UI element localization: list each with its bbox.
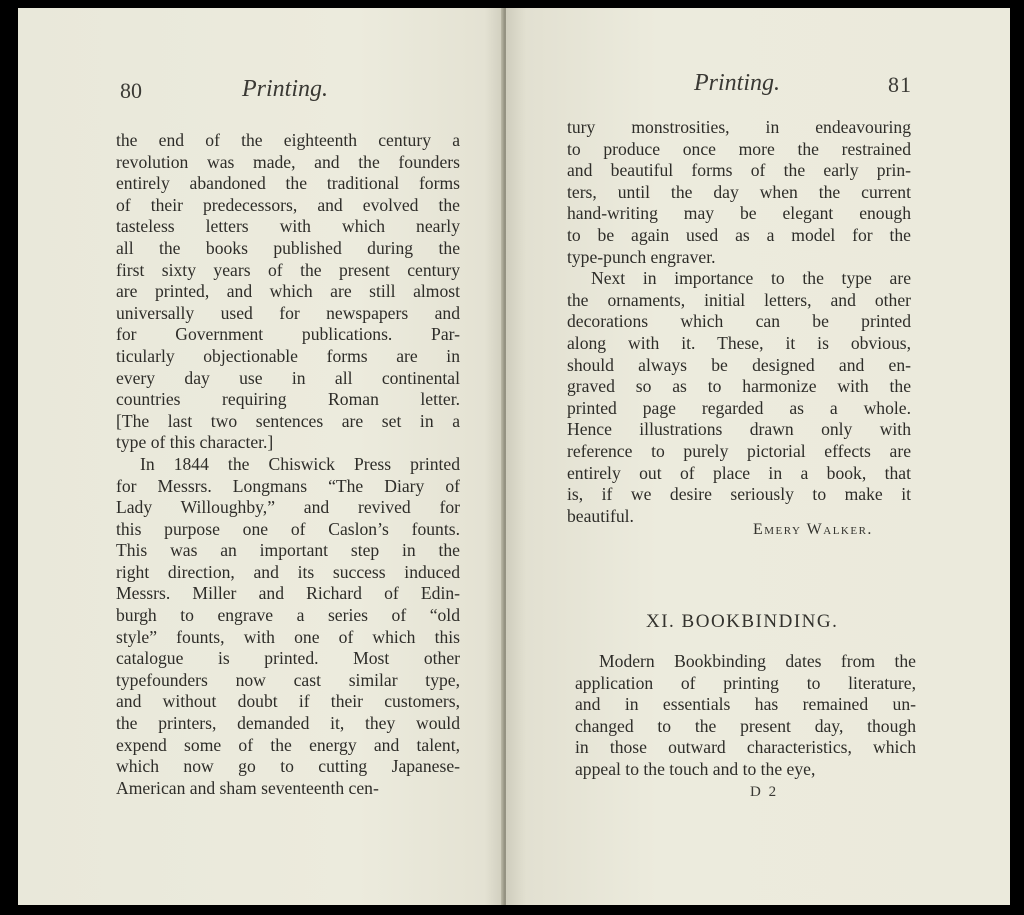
left-page-number: 80 — [120, 78, 142, 103]
text-line: In 1844 the Chiswick Press printed — [140, 453, 460, 474]
text-line: every day use in all continental — [116, 367, 460, 388]
text-line: of their predecessors, and evolved the — [116, 194, 460, 215]
text-line: and beautiful forms of the early prin- — [567, 160, 911, 181]
text-line: and in essentials has remained un- — [575, 694, 916, 715]
text-line: style” founts, with one of which this — [116, 626, 460, 647]
right-page — [506, 8, 1010, 905]
text-line: This was an important step in the — [116, 540, 460, 561]
section-body-text — [575, 651, 916, 781]
text-line: American and sham seventeenth cen- — [116, 777, 379, 798]
text-line: burgh to engrave a series of “old — [116, 605, 460, 626]
text-line: Lady Willoughby,” and revived for — [116, 497, 460, 518]
text-line: ticularly objectionable forms are in — [116, 345, 460, 366]
text-line: the ornaments, initial letters, and other — [567, 289, 911, 310]
text-line: along with it. These, it is obvious, — [567, 332, 911, 353]
text-line: right direction, and its success induced — [116, 561, 460, 582]
left-body-text — [116, 130, 460, 799]
text-line: application of printing to literature, — [575, 672, 916, 693]
right-running-head: Printing. — [694, 70, 781, 96]
right-body-text — [567, 117, 911, 527]
text-line: revolution was made, and the founders — [116, 151, 460, 172]
text-line: tasteless letters with which nearly — [116, 216, 460, 237]
section-heading: XI. BOOKBINDING. — [646, 611, 839, 632]
text-line: to be again used as a model for the — [567, 224, 911, 245]
text-line: for Messrs. Longmans “The Diary of — [116, 475, 460, 496]
book-spread — [18, 8, 1010, 905]
text-line: expend some of the energy and talent, — [116, 734, 460, 755]
text-line: is, if we desire seriously to make it — [567, 484, 911, 505]
text-line: appeal to the touch and to the eye, — [575, 758, 816, 779]
text-line: universally used for newspapers and — [116, 302, 460, 323]
text-line: and without doubt if their customers, — [116, 691, 460, 712]
text-line: beautiful. — [567, 505, 634, 526]
text-line: decorations which can be printed — [567, 311, 911, 332]
text-line: printed page regarded as a whole. — [567, 397, 911, 418]
text-line: changed to the present day, though — [575, 715, 916, 736]
right-page-number: 81 — [888, 72, 912, 97]
text-line: all the books published during the — [116, 237, 460, 258]
text-line: the printers, demanded it, they would — [116, 713, 460, 734]
text-line: entirely out of place in a book, that — [567, 462, 911, 483]
text-line: for Government publications. Par- — [116, 324, 460, 345]
author-signature: Emery Walker. — [753, 521, 873, 538]
text-line: which now go to cutting Japanese- — [116, 756, 460, 777]
text-line: graved so as to harmonize with the — [567, 376, 911, 397]
text-line: [The last two sentences are set in a — [116, 410, 460, 431]
text-line: to produce once more the restrained — [567, 138, 911, 159]
text-line: Hence illustrations drawn only with — [567, 419, 911, 440]
left-page — [18, 8, 504, 905]
text-line: ters, until the day when the current — [567, 181, 911, 202]
text-line: hand-writing may be elegant enough — [567, 203, 911, 224]
text-line: Messrs. Miller and Richard of Edin- — [116, 583, 460, 604]
text-line: catalogue is printed. Most other — [116, 648, 460, 669]
text-line: are printed, and which are still almost — [116, 281, 460, 302]
text-line: entirely abandoned the traditional forms — [116, 173, 460, 194]
text-line: type of this character.] — [116, 432, 274, 453]
left-running-head: Printing. — [242, 76, 329, 102]
text-line: tury monstrosities, in endeavouring — [567, 117, 911, 137]
text-line: reference to purely pictorial effects are — [567, 440, 911, 461]
text-line: the end of the eighteenth century a — [116, 130, 460, 150]
text-line: this purpose one of Caslon’s founts. — [116, 518, 460, 539]
text-line: in those outward characteristics, which — [575, 737, 916, 758]
text-line: first sixty years of the present century — [116, 259, 460, 280]
text-line: type-punch engraver. — [567, 246, 716, 267]
printer-signature-mark: D 2 — [750, 784, 779, 800]
text-line: typefounders now cast similar type, — [116, 669, 460, 690]
text-line: countries requiring Roman letter. — [116, 389, 460, 410]
text-line: should always be designed and en- — [567, 354, 911, 375]
text-line: Modern Bookbinding dates from the — [599, 651, 916, 671]
text-line: Next in importance to the type are — [591, 268, 911, 289]
